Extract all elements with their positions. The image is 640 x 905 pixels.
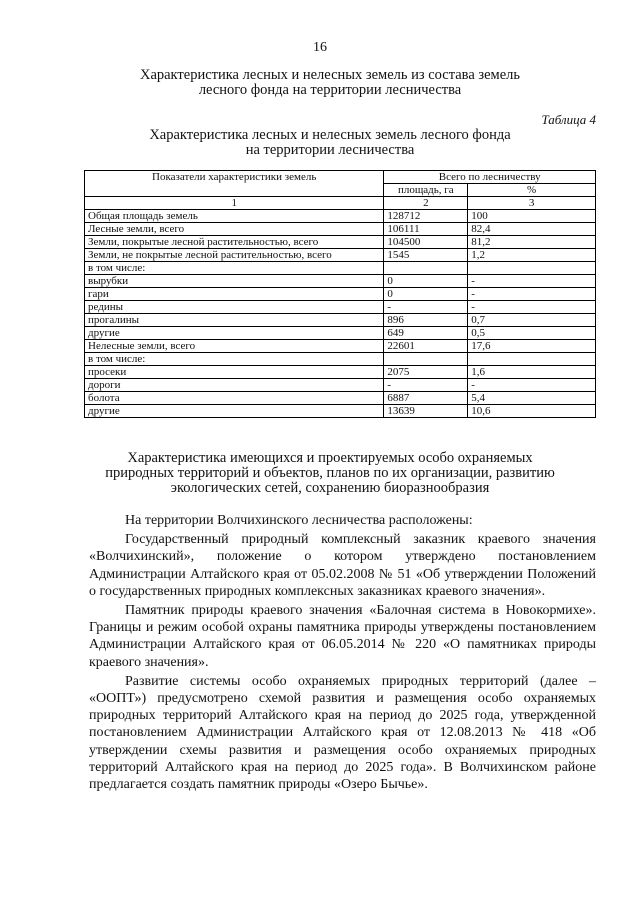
- heading-line: природных территорий и объектов, планов по их организации, развитию: [105, 465, 555, 481]
- table-row: [85, 366, 596, 379]
- table-row: [85, 392, 596, 405]
- table-cell-area: 22601: [384, 340, 468, 353]
- table-cell-indicator: Нелесные земли, всего: [85, 340, 384, 353]
- table-cell-indicator: Общая площадь земель: [85, 210, 384, 223]
- table-row: [85, 236, 596, 249]
- table-row: [85, 327, 596, 340]
- table-cell-indicator: в том числе:: [85, 353, 384, 366]
- table-cell-indicator: прогалины: [85, 314, 384, 327]
- heading-line: лесного фонда на территории лесничества: [198, 82, 462, 98]
- table-cell-area: 106111: [384, 223, 468, 236]
- table-row: [85, 249, 596, 262]
- table-cell-area: -: [384, 379, 468, 392]
- table-row: [85, 223, 596, 236]
- column-header-percent: %: [468, 184, 596, 197]
- table-cell-indicator: редины: [85, 301, 384, 314]
- heading-line: Характеристика имеющихся и проектируемых особо охраняемых: [127, 450, 533, 466]
- column-number: 3: [468, 197, 596, 210]
- table-cell-indicator: в том числе:: [85, 262, 384, 275]
- table-row: [85, 288, 596, 301]
- heading-line: Характеристика лесных и нелесных земель из состава земель: [139, 67, 521, 83]
- table-cell-area: 896: [384, 314, 468, 327]
- table-cell-percent: 81,2: [468, 236, 596, 249]
- table-cell-area: 6887: [384, 392, 468, 405]
- column-header-area: площадь, га: [384, 184, 468, 197]
- table-cell-indicator: Земли, не покрытые лесной растительностью, всего: [85, 249, 384, 262]
- table-cell-area: 13639: [384, 405, 468, 418]
- table-cell-area: -: [384, 301, 468, 314]
- page-number: 16: [313, 40, 327, 55]
- table-cell-percent: -: [468, 379, 596, 392]
- column-header-indicator: Показатели характеристики земель: [85, 171, 384, 197]
- section-heading-protected-areas: [60, 451, 600, 496]
- table-cell-area: 0: [384, 275, 468, 288]
- table-cell-area: 128712: [384, 210, 468, 223]
- table-row: [85, 405, 596, 418]
- table-cell-percent: 100: [468, 210, 596, 223]
- table-cell-area: 2075: [384, 366, 468, 379]
- table-row: [85, 340, 596, 353]
- table-cell-indicator: просеки: [85, 366, 384, 379]
- table-row: [85, 379, 596, 392]
- table-cell-percent: -: [468, 288, 596, 301]
- heading-line: экологических сетей, сохранению биоразнообразия: [170, 480, 490, 496]
- table-cell-percent: 1,6: [468, 366, 596, 379]
- table-row: [85, 314, 596, 327]
- table-cell-percent: 82,4: [468, 223, 596, 236]
- table-cell-percent: [468, 353, 596, 366]
- heading-line: на территории лесничества: [245, 142, 415, 158]
- column-number: 2: [384, 197, 468, 210]
- paragraph: Государственный природный комплексный заказник краевого значения «Волчихинский», положение о котором утверждено постановлением Администрации Алтайского края от 05.02.2008 № 51 «Об утверждении Положений о государственных природных комплексных заказниках краевого значения».: [89, 532, 596, 599]
- table-cell-indicator: вырубки: [85, 275, 384, 288]
- table-cell-percent: -: [468, 275, 596, 288]
- table-cell-area: [384, 353, 468, 366]
- table-cell-percent: 0,7: [468, 314, 596, 327]
- table-cell-indicator: другие: [85, 327, 384, 340]
- table-label: Таблица 4: [541, 112, 596, 127]
- paragraph: Памятник природы краевого значения «Балочная система в Новокормихе». Границы и режим особой охраны памятника природы утверждены постановлением Администрации Алтайского края от 06.05.2014 № 220 «О памятниках природы краевого значения».: [89, 603, 596, 670]
- table-row: [85, 301, 596, 314]
- table-cell-percent: 0,5: [468, 327, 596, 340]
- table-row: [85, 210, 596, 223]
- section-heading-land-characteristics: [60, 68, 600, 98]
- table-cell-indicator: гари: [85, 288, 384, 301]
- table-cell-percent: -: [468, 301, 596, 314]
- table-cell-indicator: болота: [85, 392, 384, 405]
- table-cell-percent: 10,6: [468, 405, 596, 418]
- column-number: 1: [85, 197, 384, 210]
- table-cell-indicator: дороги: [85, 379, 384, 392]
- table-cell-area: 104500: [384, 236, 468, 249]
- table-cell-area: [384, 262, 468, 275]
- table-title: [60, 128, 600, 158]
- table-cell-percent: 1,2: [468, 249, 596, 262]
- table-row: [85, 275, 596, 288]
- table-cell-percent: 5,4: [468, 392, 596, 405]
- column-header-total: Всего по лесничеству: [384, 171, 596, 184]
- table-cell-indicator: Лесные земли, всего: [85, 223, 384, 236]
- table-row: [85, 353, 596, 366]
- paragraph: Развитие системы особо охраняемых природных территорий (далее – «ООПТ») предусмотрено схемой развития и размещения особо охраняемых природных территорий Алтайского края на период до 2025 года, утвержденной постановлением Администрации Алтайского края от 12.08.2013 № 418 «Об утверждении схемы развития и размещения особо охраняемых природных территорий Алтайского края на период до 2025 года». В Волчихинском районе предлагается создать памятник природы «Озеро Бычье».: [89, 673, 596, 793]
- heading-line: Характеристика лесных и нелесных земель лесного фонда: [149, 127, 511, 143]
- table-row: [85, 262, 596, 275]
- body-text: [89, 512, 596, 795]
- paragraph: На территории Волчихинского лесничества расположены:: [125, 513, 473, 528]
- table-cell-area: 0: [384, 288, 468, 301]
- table-cell-indicator: другие: [85, 405, 384, 418]
- table-cell-area: 1545: [384, 249, 468, 262]
- table-cell-percent: 17,6: [468, 340, 596, 353]
- table-cell-percent: [468, 262, 596, 275]
- land-characteristics-table: [84, 170, 596, 418]
- table-cell-indicator: Земли, покрытые лесной растительностью, всего: [85, 236, 384, 249]
- table-cell-area: 649: [384, 327, 468, 340]
